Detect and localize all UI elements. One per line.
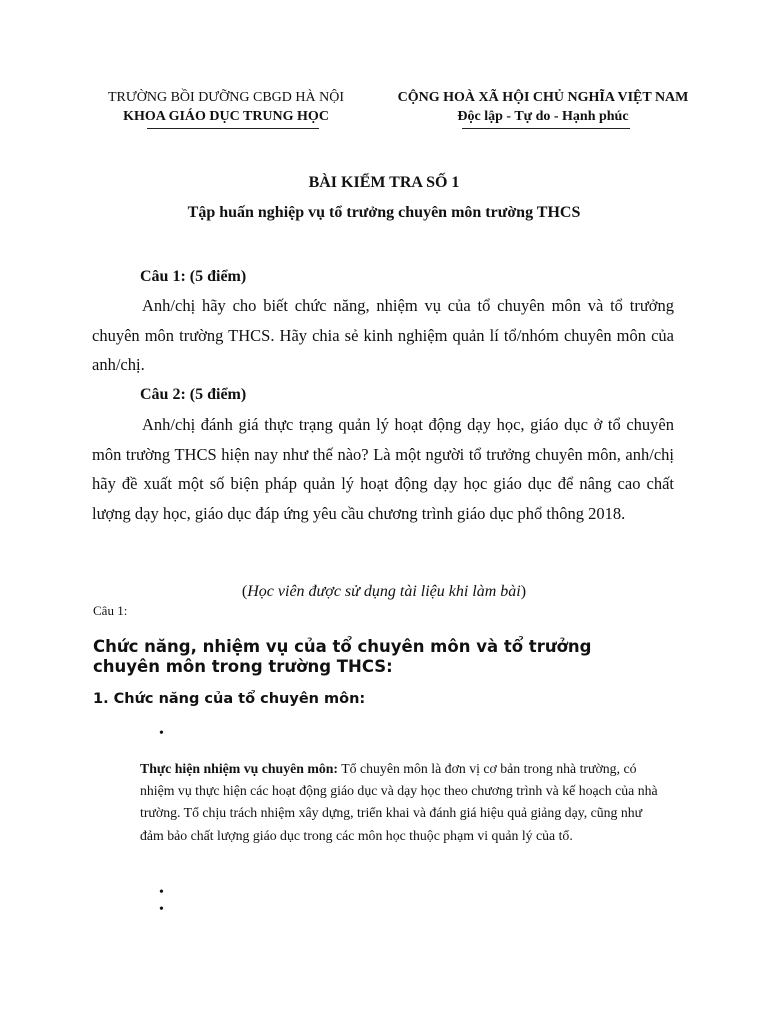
faculty-name: KHOA GIÁO DỤC TRUNG HỌC [123,109,329,124]
motto: Độc lập - Tự do - Hạnh phúc [457,109,629,124]
note-close: ) [520,583,527,600]
faculty-underline [147,128,319,129]
item-1-paragraph [140,758,668,847]
national-motto-header [376,88,710,126]
bullet-2: • [159,885,164,900]
school-name: TRƯỜNG BỒI DƯỠNG CBGD HÀ NỘI [108,90,344,105]
question-1-text: Anh/chị hãy cho biết chức năng, nhiệm vụ của tổ chuyên môn và tổ trưởng chuyên môn trường THCS. Hãy chia sẻ kinh nghiệm quản lí tổ/nhóm chuyên môn của anh/chị. [92,296,674,374]
bullet-3: • [159,902,164,917]
question-2-heading: Câu 2: (5 điểm) [140,386,247,403]
exam-subtitle: Tập huấn nghiệp vụ tổ trưởng chuyên môn trường THCS [187,204,581,221]
question-1-heading: Câu 1: (5 điểm) [140,268,247,285]
exam-note [0,583,768,601]
bullet-1: • [159,726,164,741]
answer-heading: Chức năng, nhiệm vụ của tổ chuyên môn và tổ trưởng chuyên môn trong trường THCS: [93,637,592,676]
motto-underline [462,128,630,129]
item-1-title: Thực hiện nhiệm vụ chuyên môn: [140,761,339,776]
exam-title: BÀI KIỂM TRA SỐ 1 [308,174,460,191]
answer-label: Câu 1: [93,603,128,618]
note-open: ( [241,583,248,600]
country-name: CỘNG HOÀ XÃ HỘI CHỦ NGHĨA VIỆT NAM [397,90,689,105]
question-2-text: Anh/chị đánh giá thực trạng quản lý hoạt động dạy học, giáo dục ở tổ chuyên môn trường THCS hiện nay như thế nào? Là một người tổ trưởng chuyên môn, anh/chị hãy đề xuất một số biện pháp quản lý hoạt động dạy học giáo dục để nâng cao chất lượng dạy học, giáo dục đáp ứng yêu cầu chương trình giáo dục phổ thông 2018. [92,415,674,523]
note-text: Học viên được sử dụng tài liệu khi làm bài [247,583,521,600]
section-1-heading: 1. Chức năng của tổ chuyên môn: [93,691,366,707]
item-1-text: Tổ chuyên môn là đơn vị cơ bản trong nhà trường, có nhiệm vụ thực hiện các hoạt động giáo dục và dạy học theo chương trình và kế hoạch của nhà trường. Tổ chịu trách nhiệm xây dựng, triển khai và đánh giá hiệu quả giảng dạy, cũng như đảm bảo chất lượng giáo dục trong các môn học thuộc phạm vi quản lý của tổ. [140,761,658,843]
school-name-header [90,88,362,126]
